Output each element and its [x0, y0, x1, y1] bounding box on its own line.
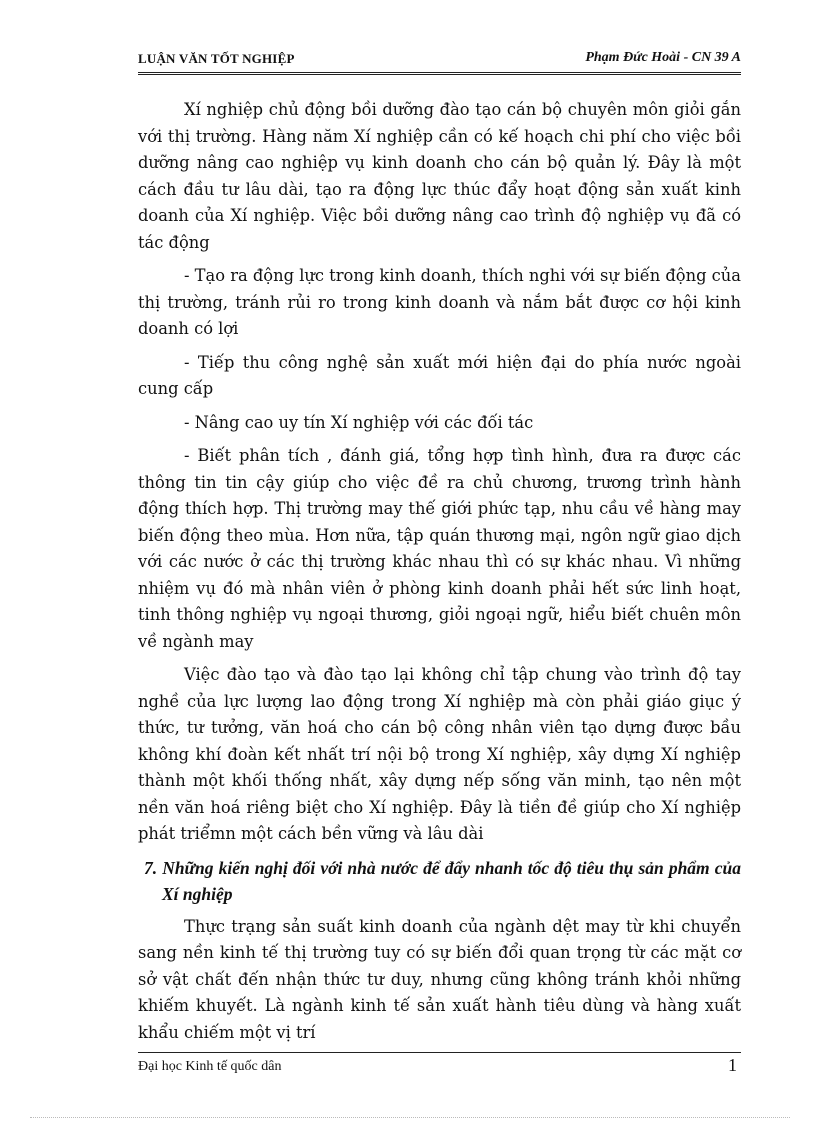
paragraph-intro: Xí nghiệp chủ động bồi dưỡng đào tạo cán bộ chuyên môn giỏi gắn với thị trường. Hàng năm Xí nghiệp cần có kế hoạch chi phí cho việc bồi dưỡng nâng cao nghiệp vụ kinh doanh cho cán bộ quản lý. Đây là một cách đầu tư lâu dài, tạo ra động lực thúc đẩy hoạt động sản xuất kinh doanh của Xí nghiệp. Việc bồi dưỡng nâng cao trình độ nghiệp vụ đã có tác động: [138, 100, 741, 252]
header-author: Phạm Đức Hoài - CN 39 A: [585, 50, 741, 65]
header-title: LUẬN VĂN TỐT NGHIỆP: [138, 51, 295, 66]
page-body: [138, 97, 741, 1053]
bullet-item: - Tiếp thu công nghệ sản xuất mới hiện đại do phía nước ngoài cung cấp: [138, 352, 741, 398]
paragraph-training: Việc đào tạo và đào tạo lại không chỉ tập chung vào trình độ tay nghề của lực lượng lao động trong Xí nghiệp mà còn phải giáo giục ý thức, tư tưởng, văn hoá cho cán bộ công nhân viên tạo dựng được bầu không khí đoàn kết nhất trí nội bộ trong Xí nghiệp, xây dựng Xí nghiệp thành một khối thống nhất, xây dựng nếp sống văn minh, tạo nên một nền văn hoá riêng biệt cho Xí nghiệp. Đây là tiền đề giúp cho Xí nghiệp phát triểmn một cách bền vững và lâu dài: [138, 665, 741, 843]
page-footer: [138, 1052, 741, 1077]
bullet-item: - Biết phân tích , đánh giá, tổng hợp tình hình, đưa ra được các thông tin tin cậy giúp cho việc đề ra chủ chương, trương trình hành động thích hợp. Thị trường may thế giới phức tạp, nhu cầu về hàng may biến động theo mùa. Hơn nữa, tập quán thương mại, ngôn ngữ giao dịch với các nước ở các thị trường khác nhau thì có sự khác nhau. Vì những nhiệm vụ đó mà nhân viên ở phòng kinh doanh phải hết sức linh hoạt, tinh thông nghiệp vụ ngoại thương, giỏi ngoại ngữ, hiểu biết chuên môn về ngành may: [138, 446, 741, 651]
section-heading: 7. Những kiến nghị đối với nhà nước để đẩy nhanh tốc độ tiêu thụ sản phẩm của Xí nghiệp: [144, 857, 741, 904]
bullet-item: - Nâng cao uy tín Xí nghiệp với các đối tác: [184, 412, 534, 432]
page-header: [138, 50, 741, 75]
paragraph-closing: Thực trạng sản suất kinh doanh của ngành dệt may từ khi chuyển sang nền kinh tế thị trường tuy có sự biến đổi quan trọng từ các mặt cơ sở vật chất đến nhận thức tư duy, nhưng cũng không tránh khỏi những khiếm khuyết. Là ngành kinh tế sản xuất hành tiêu dùng và hàng xuất khẩu chiếm một vị trí: [138, 916, 741, 1042]
footer-university: Đại học Kinh tế quốc dân: [138, 1059, 282, 1074]
page-number: 1: [728, 1055, 737, 1075]
page-edge-divider: [30, 1117, 790, 1118]
bullet-item: - Tạo ra động lực trong kinh doanh, thích nghi với sự biến động của thị trường, tránh rủi ro trong kinh doanh và nắm bắt được cơ hội kinh doanh có lợi: [138, 266, 741, 338]
